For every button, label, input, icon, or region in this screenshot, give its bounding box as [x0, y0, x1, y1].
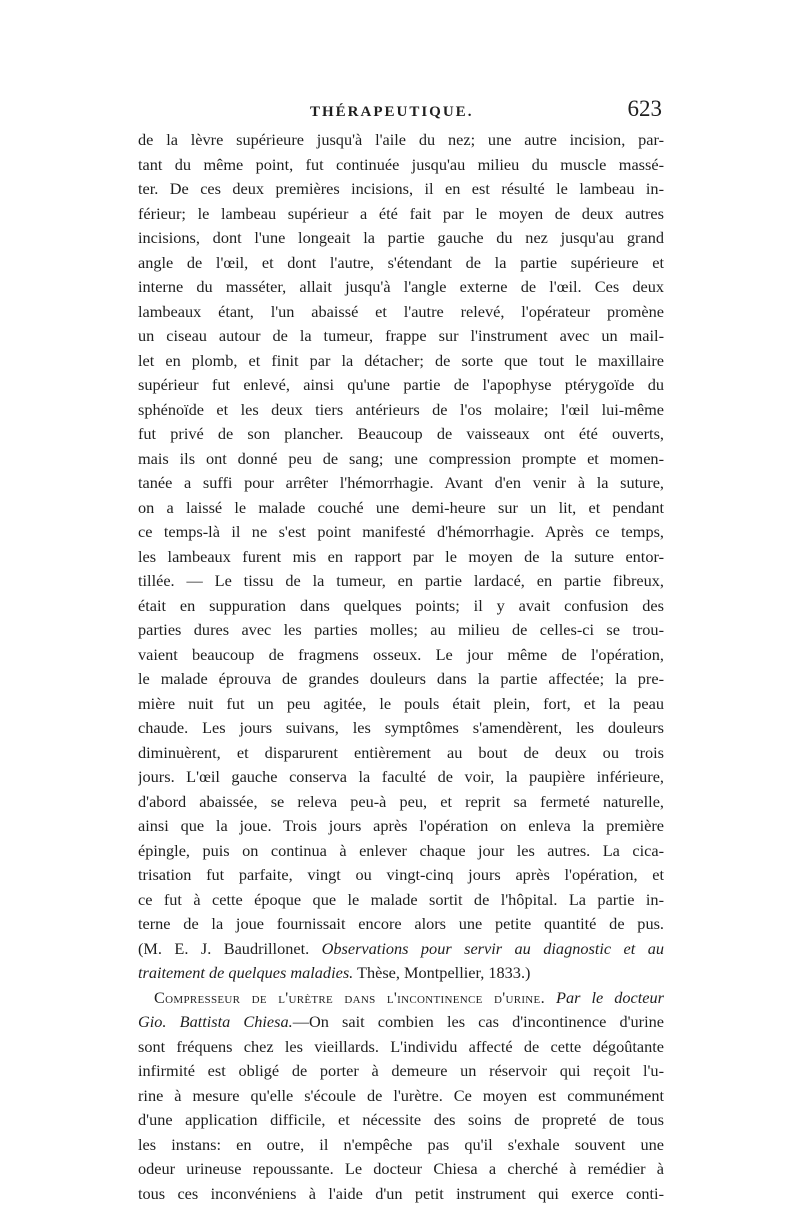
page-header [138, 96, 664, 130]
section-heading-line [138, 986, 664, 1011]
text-line: chaude. Les jours suivans, les symptômes s'amendèrent, les douleurs [138, 718, 664, 737]
section-intro-text: —On sait combien les cas d'incontinence d'urine [292, 1012, 664, 1031]
page-number: 623 [627, 96, 662, 121]
citation-title: Observations pour servir au diagnostic et au [321, 938, 664, 958]
text-line: mais ils ont donné peu de sang; une compression prompte et momen- [138, 448, 664, 468]
citation-line-2 [138, 961, 664, 986]
text-line: férieur; le lambeau supérieur a été fait par le moyen de deux autres [138, 203, 664, 223]
text-line: incisions, dont l'une longeait la partie gauche du nez jusqu'au grand [138, 228, 664, 247]
text-line: tous ces inconvéniens à l'aide d'un petit instrument qui exerce conti- [138, 1183, 664, 1203]
section-byline-line [138, 1010, 664, 1035]
text-line: de la lèvre supérieure jusqu'à l'aile du nez; une autre incision, par- [138, 130, 664, 149]
text-line: ce fut à cette époque que le malade sortit de l'hôpital. La partie in- [138, 889, 664, 909]
text-line: un ciseau autour de la tumeur, frappe sur l'instrument avec un mail- [138, 326, 664, 345]
section-heading: Compresseur de l'urètre dans l'incontinence d'urine. [154, 987, 545, 1007]
text-line: d'une application difficile, et nécessite des soins de propreté de tous [138, 1110, 664, 1129]
text-line: parties dures avec les parties molles; au milieu de celles-ci se trou- [138, 620, 664, 639]
text-line: tillée. — Le tissu de la tumeur, en partie lardacé, en partie fibreux, [138, 571, 664, 590]
citation-line-1 [138, 937, 664, 962]
text-line: tant du même point, fut continuée jusqu'au milieu du muscle massé- [138, 154, 664, 174]
text-line: trisation fut parfaite, vingt ou vingt-cinq jours après l'opération, et [138, 865, 664, 884]
text-line: odeur urineuse repoussante. Le docteur Chiesa a cherché à remédier à [138, 1159, 664, 1178]
section-byline: Par le docteur [556, 987, 664, 1007]
text-line: mière nuit fut un peu agitée, le pouls était plein, fort, et la peau [138, 693, 664, 713]
text-line: rine à mesure qu'elle s'écoule de l'urètre. Ce moyen est communément [138, 1085, 664, 1105]
text-line: interne du masséter, allait jusqu'à l'angle externe de l'œil. Ces deux [138, 277, 664, 296]
text-line: angle de l'œil, et dont l'autre, s'étendant de la partie supérieure et [138, 252, 664, 272]
text-line: ainsi que la joue. Trois jours après l'opération on enleva la première [138, 816, 664, 835]
text-line: lambeaux étant, l'un abaissé et l'autre relevé, l'opérateur promène [138, 301, 664, 321]
citation-author: (M. E. J. Baudrillonet. [138, 938, 310, 958]
text-line: épingle, puis on continua à enlever chaque jour les autres. La cica- [138, 840, 664, 860]
text-line: fut privé de son plancher. Beaucoup de vaisseaux ont été ouverts, [138, 424, 664, 443]
text-line: infirmité est obligé de porter à demeure un réservoir qui reçoit l'u- [138, 1061, 664, 1080]
text-line: supérieur fut enlevé, ainsi qu'une partie de l'apophyse ptérygoïde du [138, 375, 664, 394]
body-text [138, 128, 664, 1206]
text-line: sont fréquens chez les vieillards. L'individu affecté de cette dégoûtante [138, 1036, 664, 1056]
text-line: on a laissé le malade couché une demi-heure sur un lit, et pendant [138, 497, 664, 517]
text-line: jours. L'œil gauche conserva la faculté de voir, la paupière inférieure, [138, 767, 664, 786]
text-line: les lambeaux furent mis en rapport par le moyen de la suture entor- [138, 546, 664, 566]
text-line: d'abord abaissée, se releva peu-à peu, et reprit sa fermeté naturelle, [138, 791, 664, 811]
text-line: ce temps-là il ne s'est point manifesté d'hémorrhagie. Après ce temps, [138, 522, 664, 541]
section-author: Gio. Battista Chiesa. [138, 1012, 293, 1031]
text-line: ter. De ces deux premières incisions, il en est résulté le lambeau in- [138, 179, 664, 198]
text-line: tanée a suffi pour arrêter l'hémorrhagie. Avant d'en venir à la suture, [138, 473, 664, 492]
text-line: vaient beaucoup de fragmens osseux. Le jour même de l'opération, [138, 644, 664, 664]
citation-title-continued: traitement de quelques maladies. [138, 963, 354, 982]
text-line: le malade éprouva de grandes douleurs dans la partie affectée; la pre- [138, 669, 664, 688]
text-line: diminuèrent, et disparurent entièrement au bout de deux ou trois [138, 742, 664, 762]
text-line: les instans: en outre, il n'empêche pas qu'il s'exhale souvent une [138, 1134, 664, 1154]
text-line: était en suppuration dans quelques points; il y avait confusion des [138, 595, 664, 615]
citation-details: Thèse, Montpellier, 1833.) [357, 963, 531, 982]
text-line: terne de la joue fournissait encore alors une petite quantité de pus. [138, 914, 664, 933]
text-line: sphénoïde et les deux tiers antérieurs de l'os molaire; l'œil lui-même [138, 399, 664, 419]
running-head: THÉRAPEUTIQUE. [310, 104, 474, 120]
text-line: let en plomb, et finit par la détacher; de sorte que tout le maxillaire [138, 350, 664, 370]
